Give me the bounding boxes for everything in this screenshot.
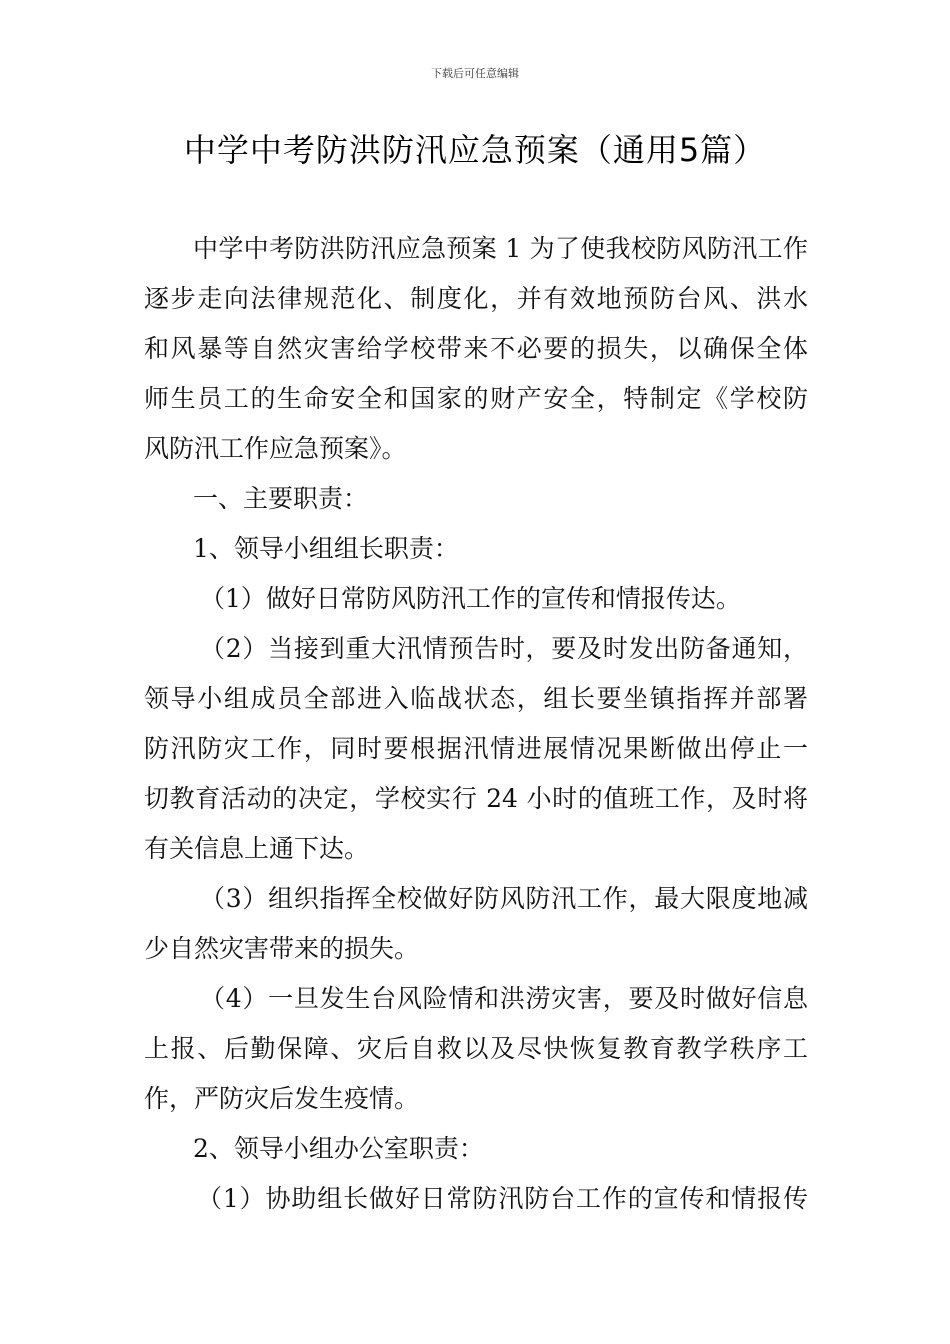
paragraph-line: 防汛防灾工作，同时要根据汛情进展情况果断做出停止一 (144, 734, 808, 763)
paragraph-line: 有关信息上通下达。 (144, 834, 370, 863)
paragraph-line: 作，严防灾后发生疫情。 (144, 1084, 420, 1113)
list-item: （3）组织指挥全校做好防风防汛工作，最大限度地减 (200, 884, 808, 913)
list-item: （1）做好日常防风防汛工作的宣传和情报传达。 (200, 584, 741, 613)
paragraph-line: 风防汛工作应急预案》。 (144, 434, 407, 463)
paragraph-line: 上报、后勤保障、灾后自救以及尽快恢复教育教学秩序工 (144, 1034, 808, 1063)
document-title: 中学中考防洪防汛应急预案（通用5篇） (183, 131, 767, 169)
subsection-heading: 2、领导小组办公室职责： (193, 1134, 484, 1163)
paragraph-line: 少自然灾害带来的损失。 (144, 934, 420, 963)
paragraph-line: 切教育活动的决定，学校实行 24 小时的值班工作，及时将 (144, 784, 808, 813)
page-header-note: 下载后可任意编辑 (431, 67, 519, 80)
paragraph-line: 领导小组成员全部进入临战状态，组长要坐镇指挥并部署 (144, 684, 808, 713)
subsection-heading: 1、领导小组组长职责： (193, 534, 459, 563)
list-item: （1）协助组长做好日常防汛防台工作的宣传和情报传 (197, 1184, 808, 1213)
paragraph-line: 中学中考防洪防汛应急预案 1 为了使我校防风防汛工作 (193, 234, 808, 263)
paragraph-line: 逐步走向法律规范化、制度化，并有效地预防台风、洪水 (144, 284, 808, 313)
paragraph-line: 师生员工的生命安全和国家的财产安全，特制定《学校防 (144, 384, 808, 413)
list-item: （4）一旦发生台风险情和洪涝灾害，要及时做好信息 (200, 984, 808, 1013)
section-heading: 一、主要职责： (193, 484, 369, 513)
document-body (144, 224, 808, 1224)
paragraph-line: 和风暴等自然灾害给学校带来不必要的损失，以确保全体 (144, 334, 808, 363)
list-item: （2）当接到重大汛情预告时，要及时发出防备通知， (200, 634, 808, 663)
